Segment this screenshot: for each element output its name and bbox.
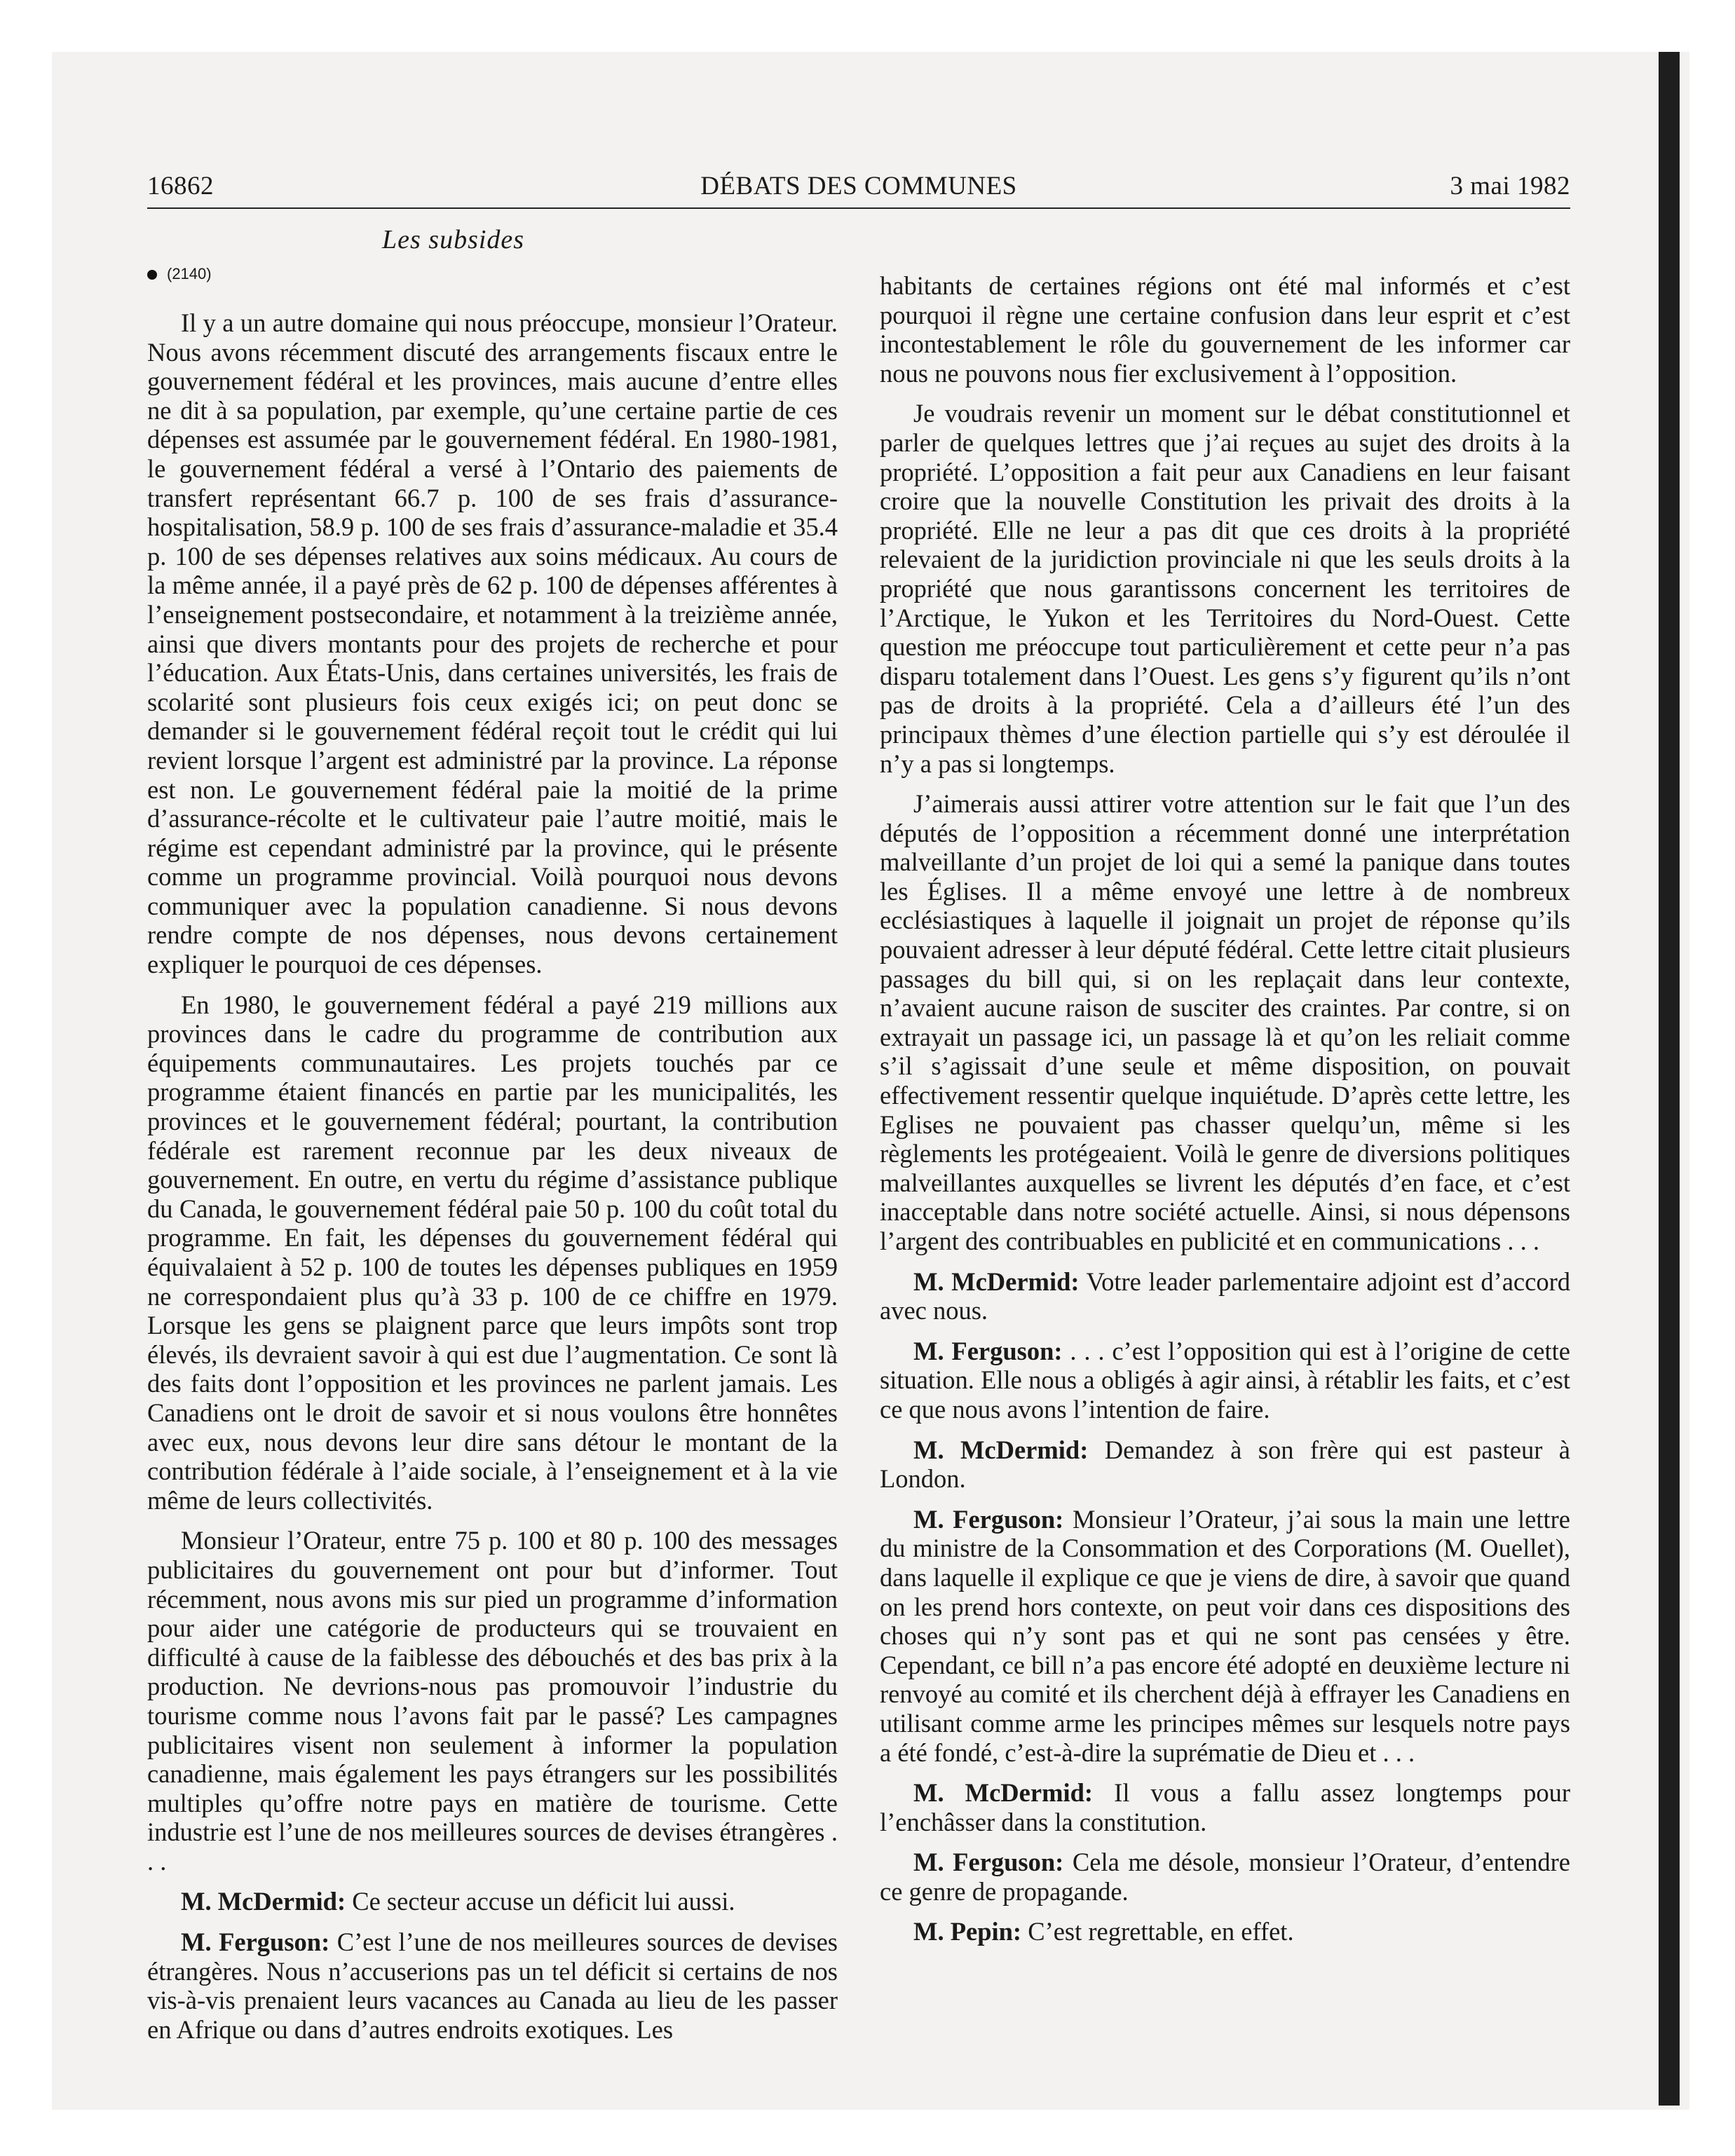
speech-entry — [880, 1435, 1570, 1494]
paragraph: Monsieur l’Orateur, entre 75 p. 100 et 80 p. 100 des messages publicitaires du gouvernement ont pour but d’informer. Tout récemment, nous avons mis sur pied un programme d’information pour aider une catégorie de producteurs qui se trouvaient en difficulté à cause de la faiblesse des débouchés et des bas prix à la production. Ne devrions-nous pas promouvoir l’industrie du tourisme comme nous l’avons fait par le passé? Les campagnes publicitaires visent non seulement à informer la population canadienne, mais également les pays étrangers sur les possibilités multiples qu’offre notre pays en matière de tourisme. Cette industrie est l’une de nos meilleures sources de devises étrangères . . . — [147, 1526, 838, 1876]
speaker-name: M. Ferguson: — [913, 1504, 1064, 1534]
publication-date: 3 mai 1982 — [1450, 172, 1570, 200]
speech-entry — [880, 1778, 1570, 1836]
speech-text: Cela me désole, monsieur l’Orateur, d’entendre ce genre de propagande. — [880, 1848, 1570, 1906]
speaker-name: M. Pepin: — [913, 1917, 1022, 1946]
speaker-name: M. McDermid: — [181, 1887, 346, 1916]
paragraph: J’aimerais aussi attirer votre attention sur le fait que l’un des députés de l’opposition a récemment donné une interprétation malveillante d’un projet de loi qui a semé la panique dans toutes les Églises. Il a même envoyé une lettre à de nombreux ecclésiastiques à laquelle il joignait un projet de réponse qu’ils pouvaient adresser à leur député fédéral. Cette lettre citait plusieurs passages du bill qui, si on les replaçait dans leur contexte, n’avaient aucune raison de susciter des craintes. Par contre, si on extrayait un passage ici, un passage là et qu’on les reliait comme s’il s’agissait d’une seule et même disposition, on pouvait effectivement ressentir quelque inquiétude. D’après cette lettre, les Eglises ne pouvaient pas chasser quelqu’un, même si les règlements les protégeaient. Voilà le genre de diversions politiques malveillantes auxquelles se livrent les députés d’en face, et c’est inacceptable dans notre société actuelle. Ainsi, si nous dépensons l’argent des contribuables en publicité et en communications . . . — [880, 789, 1570, 1255]
scan-edge-shadow — [1659, 52, 1680, 2106]
paragraph: habitants de certaines régions ont été mal informés et c’est pourquoi il règne une certaine confusion dans leur esprit et c’est incontestablement le rôle du gouvernement de les informer car nous ne pouvons nous fier exclusivement à l’opposition. — [880, 271, 1570, 388]
speech-text: Monsieur l’Orateur, j’ai sous la main une lettre du ministre de la Consommation et des Corporations (M. Ouellet), dans laquelle il explique ce que je viens de dire, à savoir que quand on les prend hors contexte, on peut voir dans ces dispositions des choses qui n’y sont pas et qui ne sont pas censées y être. Cependant, ce bill n’a pas encore été adopté en deuxième lecture ni renvoyé au comité et ils cherchent déjà à effrayer les Canadiens en utilisant comme arme les principes mêmes sur lesquels notre pays a été fondé, c’est-à-dire la suprématie de Dieu et . . . — [880, 1504, 1571, 1767]
bullet-icon — [147, 270, 157, 280]
paragraph: Je voudrais revenir un moment sur le débat constitutionnel et parler de quelques lettres que j’ai reçues au sujet des droits à la propriété. L’opposition a fait peur aux Canadiens en leur faisant croire que la nouvelle Constitution les privait des droits à la propriété. Elle ne leur a pas dit que ces droits à la propriété relevaient de la juridiction provinciale ni que les seuls droits à la propriété que nous garantissons concernent les territoires de l’Arctique, le Yukon et les Territoires du Nord-Ouest. Cette question me préoccupe tout particulièrement et cette peur n’a pas disparu totalement dans l’Ouest. Les gens s’y figurent qu’ils n’ont pas de droits à la propriété. Cela a d’ailleurs été l’un des principaux thèmes d’une élection partielle qui s’y est déroulée il n’y a pas si longtemps. — [880, 399, 1570, 778]
speech-text: C’est l’une de nos meilleures sources de devises étrangères. Nous n’accuserions pas un tel déficit si certains de nos vis-à-vis prenaient leurs vacances au Canada au lieu de les passer en Afrique ou dans d’autres endroits exotiques. Les — [147, 1928, 838, 2044]
speech-text: Votre leader parlementaire adjoint est d’accord avec nous. — [880, 1267, 1570, 1325]
speech-text: Ce secteur accuse un déficit lui aussi. — [346, 1887, 735, 1916]
speaker-name: M. Ferguson: — [913, 1336, 1063, 1365]
section-title: Les subsides — [382, 225, 525, 254]
speaker-name: M. Ferguson: — [913, 1848, 1064, 1877]
speech-text: Il vous a fallu assez longtemps pour l’enchâsser dans la constitution. — [880, 1778, 1570, 1836]
speech-entry — [147, 1928, 838, 2044]
speech-entry — [880, 1505, 1570, 1767]
paragraph: Il y a un autre domaine qui nous préoccupe, monsieur l’Orateur. Nous avons récemment discuté des arrangements fiscaux entre le gouvernement fédéral et les provinces, mais aucune d’entre elles ne dit à sa population, par exemple, qu’une certaine partie de ces dépenses est assumée par le gouvernement fédéral. En 1980-1981, le gouvernement fédéral a versé à l’Ontario des paiements de transfert représentant 66.7 p. 100 de ses frais d’assurance-hospitalisation, 58.9 p. 100 de ses frais d’assurance-maladie et 35.4 p. 100 de ses dépenses relatives aux soins médicaux. Au cours de la même année, il a payé près de 62 p. 100 de dépenses afférentes à l’enseignement postsecondaire, et notamment à la treizième année, ainsi que divers montants pour des projets de recherche et pour l’éducation. Aux États-Unis, dans certaines universités, les frais de scolarité sont plusieurs fois ceux exigés ici; on peut donc se demander si le gouvernement fédéral reçoit tout le crédit qui lui revient lorsque l’argent est administré par la province. La réponse est non. Le gouvernement fédéral paie la moitié de la prime d’assurance-récolte et le cultivateur paie l’autre moitié, mais le régime est cependant administré par la province, qui le présente comme un programme provincial. Voilà pourquoi nous devons communiquer avec la population canadienne. Si nous devons rendre compte de nos dépenses, nous devons certainement expliquer le pourquoi de ces dépenses. — [147, 308, 838, 979]
speech-entry — [147, 1887, 838, 1916]
speaker-name: M. McDermid: — [913, 1435, 1089, 1464]
speaker-name: M. McDermid: — [913, 1778, 1094, 1808]
speech-text: . . . c’est l’opposition qui est à l’origine de cette situation. Elle nous a obligés à agir ainsi, à rétablir les faits, et c’est ce que nous avons l’intention de faire. — [880, 1336, 1570, 1424]
time-marker — [147, 265, 212, 283]
speech-entry — [880, 1917, 1570, 1946]
publication-title: DÉBATS DES COMMUNES — [700, 172, 1017, 200]
speaker-name: M. McDermid: — [913, 1267, 1080, 1296]
time-marker-text: (2140) — [167, 265, 212, 282]
speech-entry — [880, 1267, 1570, 1325]
header-rule — [147, 207, 1570, 209]
speech-entry — [880, 1848, 1570, 1906]
speaker-name: M. Ferguson: — [181, 1928, 330, 1957]
paragraph: En 1980, le gouvernement fédéral a payé 219 millions aux provinces dans le cadre du programme de contribution aux équipements communautaires. Les projets touchés par ce programme étaient financés en partie par les municipalités, les provinces et le gouvernement fédéral; pourtant, la contribution fédérale est rarement reconnue par les deux niveaux de gouvernement. En outre, en vertu du régime d’assistance publique du Canada, le gouvernement fédéral paie 50 p. 100 du coût total du programme. En fait, les dépenses du gouvernement fédéral qui équivalaient à 52 p. 100 de toutes les dépenses publiques en 1959 ne correspondaient plus qu’à 33 p. 100 de ce chiffre en 1979. Lorsque les gens se plaignent parce que leurs impôts sont trop élevés, ils devraient savoir à qui est due l’augmentation. Ce sont là des faits dont l’opposition et les provinces ne parlent jamais. Les Canadiens ont le droit de savoir et si nous voulons être honnêtes avec eux, nous devons leur dire sans détour le montant de la contribution fédérale à l’aide sociale, à l’enseignement et à la vie même de leurs collectivités. — [147, 990, 838, 1515]
page-header — [147, 171, 1570, 210]
speech-text: Demandez à son frère qui est pasteur à London. — [880, 1435, 1570, 1494]
left-column — [147, 308, 838, 2055]
page-number: 16862 — [147, 172, 214, 200]
right-column — [880, 271, 1570, 1958]
speech-text: C’est regrettable, en effet. — [1021, 1917, 1294, 1946]
speech-entry — [880, 1337, 1570, 1424]
